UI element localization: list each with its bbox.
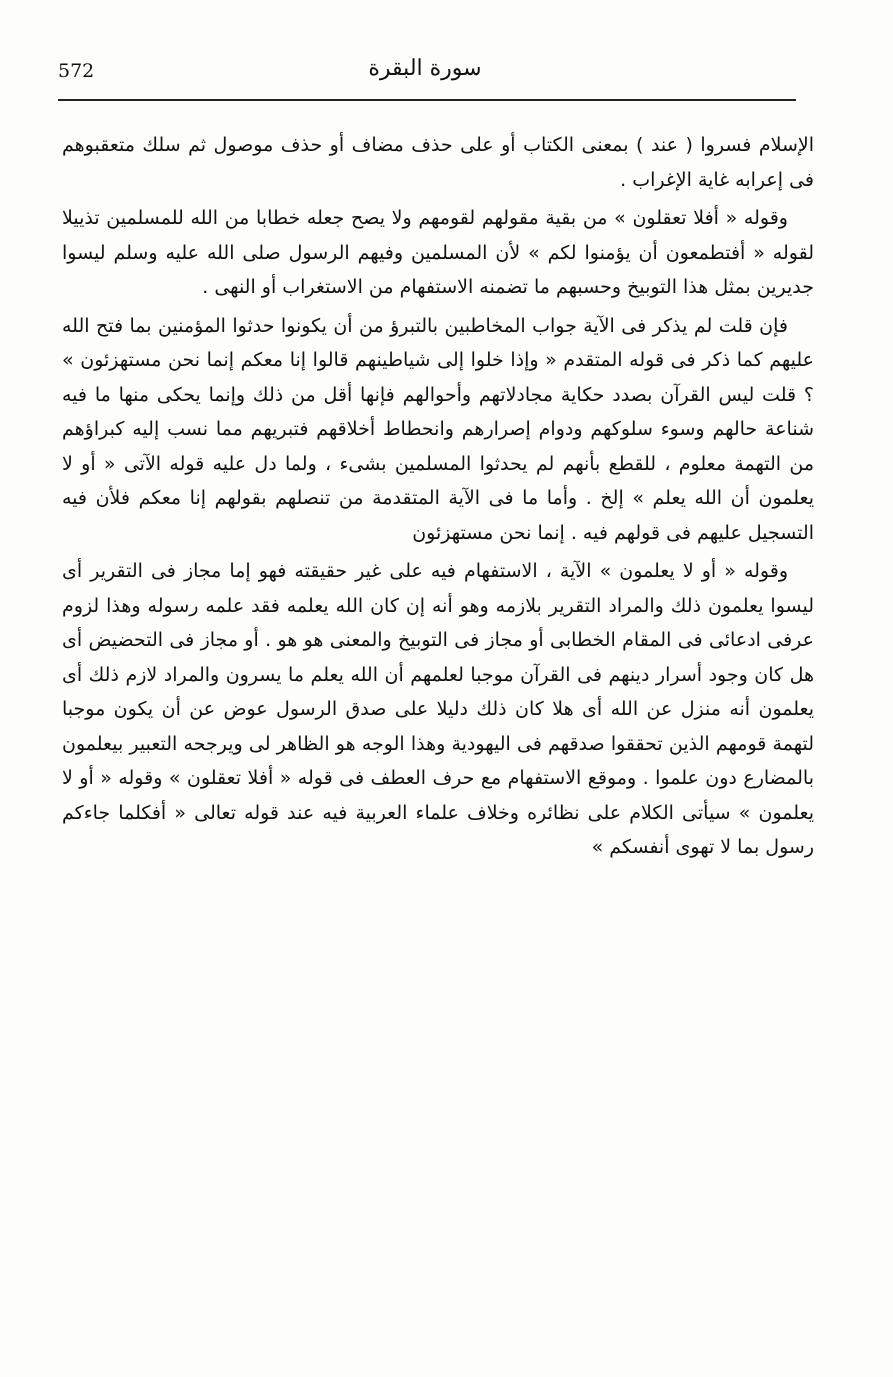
surah-title: سورة البقرة	[368, 56, 482, 81]
paragraph-3: فإن قلت لم يذكر فى الآية جواب المخاطبين بالتبرؤ من أن يكونوا حدثوا المؤمنين بما فتح الله عليهم كما ذكر فى قوله المتقدم « وإذا خلوا إلى شياطينهم قالوا إنا معكم إنما نحن مستهزئون » ؟ قلت ليس القرآن بصدد حكاية مجادلاتهم وأحوالهم فإنها أقل من ذلك وإنما يحكى منها ما فيه شناعة حالهم وسوء سلوكهم ودوام إصرارهم وانحطاط أخلاقهم فتبريهم مما نسب إليه كبراؤهم من التهمة معلوم ، للقطع بأنهم لم يحدثوا المسلمين بشىء ، ولما دل عليه قوله الآتى « أو لا يعلمون أن الله يعلم » إلخ . وأما ما فى الآية المتقدمة من تنصلهم بقولهم إنا معكم فلأن فيه التسجيل عليهم فى قولهم فيه . إنما نحن مستهزئون	[62, 314, 814, 544]
header-rule	[58, 99, 796, 101]
body-text	[62, 128, 814, 865]
paragraph-1: الإسلام فسروا ( عند ) بمعنى الكتاب أو على حذف مضاف أو حذف موصول ثم سلك متعقبوهم فى إعرابه غاية الإغراب .	[62, 134, 814, 191]
page-number: 572	[58, 60, 95, 82]
paragraph-4: وقوله « أو لا يعلمون » الآية ، الاستفهام فيه على غير حقيقته فهو إما مجاز فى التقرير أى ليسوا يعلمون ذلك والمراد التقرير بلازمه وهو أنه إن كان الله يعلمه فقد علمه رسوله وهذا لزوم عرفى ادعائى فى المقام الخطابى أو مجاز فى التوبيخ والمعنى هو هو . أو مجاز فى التحضيض أى هل كان وجود أسرار دينهم فى القرآن موجبا لعلمهم أن الله يعلم ما يسرون والمراد لازم ذلك أى يعلمون أنه منزل عن الله أى هلا كان ذلك دليلا على صدق الرسول عوض عن أن يكون موجبا لتهمة قومهم الذين تحققوا صدقهم فى اليهودية وهذا الوجه هو الظاهر لى ويرجحه التعبير بيعلمون بالمضارع دون علموا . وموقع الاستفهام مع حرف العطف فى قوله « أفلا تعقلون » وقوله « أو لا يعلمون » سيأتى الكلام على نظائره وخلاف علماء العربية فيه عند قوله تعالى « أفكلما جاءكم رسول بما لا تهوى أنفسكم »	[62, 560, 814, 858]
page-header	[58, 56, 792, 96]
paragraph-2: وقوله « أفلا تعقلون » من بقية مقولهم لقومهم ولا يصح جعله خطابا من الله للمسلمين تذييلا لقوله « أفتطمعون أن يؤمنوا لكم » لأن المسلمين وفيهم الرسول صلى الله عليه وسلم ليسوا جديرين بمثل هذا التوبيخ وحسبهم ما تضمنه الاستفهام من الاستغراب أو النهى .	[62, 207, 814, 298]
